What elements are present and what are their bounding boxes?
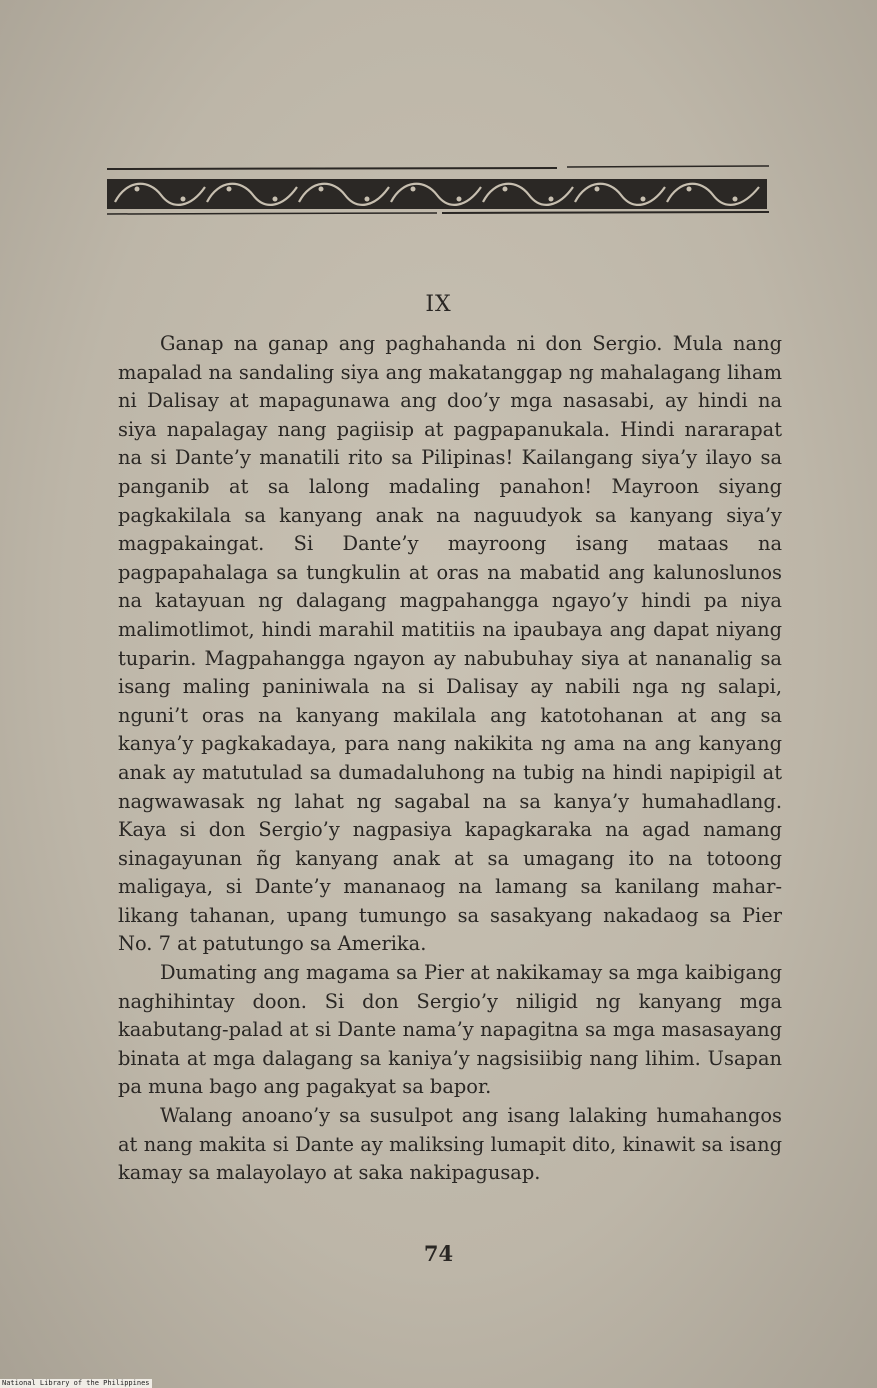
paragraph-1: Ganap na ganap ang paghahanda ni don Sergio. Mula nang mapalad na sandaling siya ang makatanggap ng mahalagang liham ni Dalisay at mapagunawa ang doo’y mga nasasabi, ay hindi na siya napalagay nang pagiisip at pagpapanukala. Hindi nararapat na si Dante’y manatili rito sa Pilipinas! Kailangang siya’y ilayo sa panganib at sa lalong madaling panahon! Mayroon siyang pagkakilala sa kanyang anak na naguudyok sa kanyang siya’y magpakaingat. Si Dante’y mayroong isang mataas na pagpapahalaga sa tungkulin at oras na mabatid ang kalunoslunos na katayuan ng dalagang magpahangga ngayo’y hindi pa niya malimotlimot, hindi marahil matitiis na ipaubaya ang dapat niyang tuparin. Magpahangga ngayon ay nabubuhay siya at nananalig sa isang maling paniniwala na si Dalisay ay nabili nga ng salapi, nguni’t oras na kanyang makilala ang katotohanan at ang sa kanya’y pagkakadaya, para nang nakikita ng ama na ang kanyang anak ay matutulad sa dumadaluhong na tubig na hindi napipigil at nagwawasak ng lahat ng sagabal na sa kanya’y humahadlang. Kaya si don Sergio’y nagpasiya kapagkaraka na agad namang sinagayunan ñg kanyang anak at sa umagang ito na totoong maligaya, si Dante’y mananaog na lamang sa kanilang maharlikang tahanan, upang tumungo sa sasakyang nakadaog sa Pier No. 7 at patutungo sa Amerika.: [118, 332, 782, 956]
paragraph-2: Dumating ang magama sa Pier at nakikamay sa mga kaibigang naghihintay doon. Si don Sergio’y niligid ng kanyang mga kaabutang-palad at si Dante nama’y napagitna sa mga masasayang binata at mga dalagang sa kaniya’y nagsisiibig nang lihim. Usapan pa muna bago ang pagakyat sa bapor.: [118, 961, 782, 1099]
footer-credit: National Library of the Philippines: [2, 1379, 150, 1387]
page-number: 74: [423, 1241, 454, 1266]
chapter-numeral: IX: [425, 292, 452, 317]
body-text: [118, 330, 782, 1188]
paragraph-3: Walang anoano’y sa susulpot ang isang lalaking humahangos at nang makita si Dante ay maliksing lumapit dito, kinawit sa isang kamay sa malayolayo at saka nakipagusap.: [118, 1104, 782, 1185]
decorative-header-ornament: [107, 165, 769, 215]
